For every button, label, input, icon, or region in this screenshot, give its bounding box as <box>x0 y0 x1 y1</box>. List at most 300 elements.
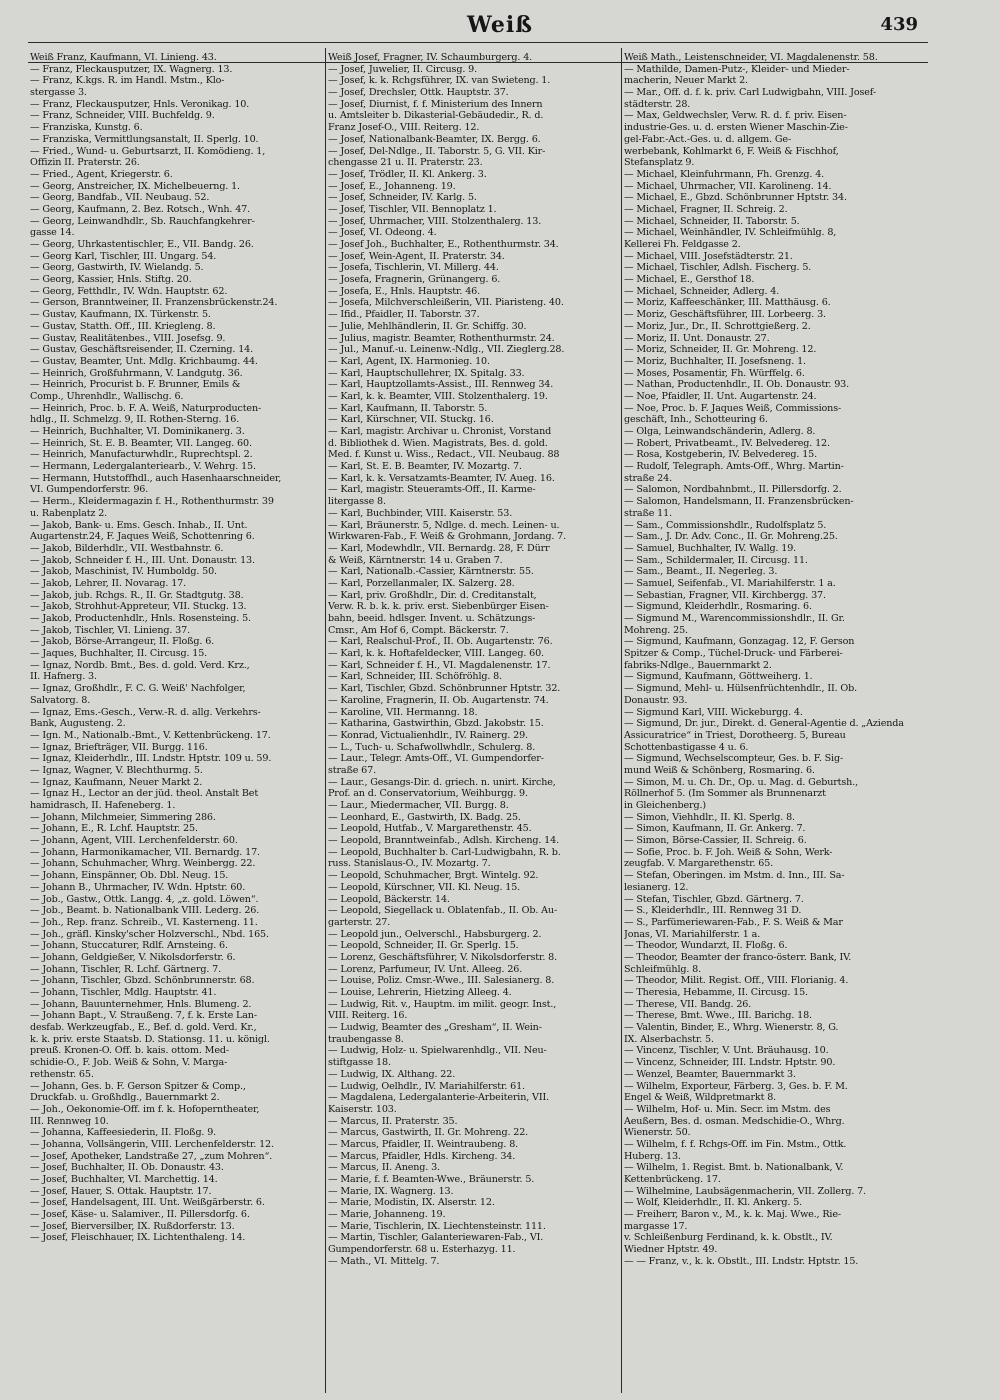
directory-entry-line: — Josef, Schneider, IV. Karlg. 5. <box>328 192 477 204</box>
directory-entry-line: — Josefa, E., Hnls. Hauptstr. 46. <box>328 285 481 297</box>
directory-entry-line: — Georg Karl, Tischler, III. Ungarg. 54. <box>30 250 217 262</box>
directory-entry-line: — Olga, Leinwandschänderin, Adlerg. 8. <box>624 426 816 437</box>
directory-entry-line: — Franz, Fleckausputzer, IX. Wagnerg. 13. <box>30 63 233 75</box>
directory-entry-line: — Ludwig, Beamter des „Gresham“, II. Wein- <box>328 1022 542 1034</box>
directory-entry-line: — Josef, Hauer, S. Ottak. Hauptstr. 17. <box>30 1185 212 1197</box>
directory-entry-line: — Josef, Drechsler, Ottk. Hauptstr. 37. <box>328 87 509 99</box>
directory-entry-line: Huberg. 13. <box>624 1150 681 1162</box>
directory-entry-line: — Sigmund Karl, VIII. Wickeburgg. 4. <box>624 706 803 718</box>
directory-entry-line: — Johanna, Kaffeesiederin, II. Floßg. 9. <box>30 1127 217 1139</box>
directory-entry-line: straße 11. <box>624 507 672 519</box>
directory-entry-line: — Josef, Käse- u. Salamiver., II. Pillersdorfg. 6. <box>30 1209 250 1221</box>
directory-entry-line: — Karl, Nationalb.-Cassier, Kärntnerstr. 55. <box>328 566 534 578</box>
directory-entry-line: — Josefa, Milchverschleißerin, VII. Piaristeng. 40. <box>328 297 564 309</box>
directory-entry-line: — Heinrich, Großfuhrmann, V. Landgutg. 36. <box>30 367 243 379</box>
directory-entry-line: — Michael, Schneider, II. Taborstr. 5. <box>624 215 800 227</box>
directory-entry-line: — Sigmund, Kaufmann, Gonzagag. 12, F. Gerson <box>624 636 855 648</box>
directory-entry-line: — Sigmund, Wechselscompteur, Ges. b. F. Sig- <box>624 753 844 765</box>
directory-entry-line: — Leopold, Schneider, II. Gr. Sperlg. 15. <box>328 940 519 952</box>
directory-entry-line: Donaustr. 93. <box>624 694 688 706</box>
directory-entry-line: — Johann, Milchmeier, Simmering 286. <box>30 811 216 823</box>
directory-entry-line: macherin, Neuer Markt 2. <box>624 75 748 87</box>
directory-entry-line: Salvatorg. 8. <box>30 694 91 706</box>
directory-entry-line: VI. Gumpendorferstr. 96. <box>30 484 149 496</box>
directory-entry-line: Prof. an d. Conservatorium, Weihburgg. 9. <box>328 788 528 800</box>
directory-entry-line: — Johann, Agent, VIII. Lerchenfelderstr. 60. <box>30 835 238 847</box>
directory-entry-line: — Joh., Oekonomie-Off. im f. k. Hofoperntheater, <box>30 1103 260 1115</box>
directory-entry-line: — Theodor, Milit. Regist. Off., VIII. Florianig. 4. <box>624 975 849 987</box>
directory-entry-line: — Sam., J. Dr. Adv. Conc., II. Gr. Mohreng.25. <box>624 531 838 543</box>
directory-entry-line: — Josef, VI. Odeong. 4. <box>328 227 437 239</box>
directory-entry-line: — Noe, Proc. b. F. Jaques Weiß, Commissions- <box>624 402 842 414</box>
directory-entry-line: — Josef, Trödler, II. Kl. Ankerg. 3. <box>328 168 487 180</box>
directory-entry-line: — Jakob, Bilderhdlr., VII. Westbahnstr. 6. <box>30 542 224 554</box>
directory-entry-line: II. Hafnerg. 3. <box>30 671 97 683</box>
directory-entry-line: — Marie, f. f. Beamten-Wwe., Bräunerstr. 5. <box>328 1174 535 1185</box>
directory-entry-line: Cmsr., Am Hof 6, Compt. Bäckerstr. 7. <box>328 624 509 636</box>
directory-entry-line: — Jakob, Tischler, VI. Linieng. 37. <box>30 624 190 636</box>
directory-entry-line: — Sam., Schildermaler, II. Circusg. 11. <box>624 554 808 566</box>
directory-entry-line: IX. Alserbachstr. 5. <box>624 1033 714 1045</box>
directory-entry-line: — Johann B., Uhrmacher, IV. Wdn. Hptstr. 60. <box>30 881 246 893</box>
directory-entry-line: — Julius, magistr. Beamter, Rothenthurmstr. 24. <box>328 332 555 344</box>
directory-entry-line: — Moriz, Kaffeeschänker, III. Matthäusg. 6. <box>624 297 831 309</box>
directory-entry-line: — Julie, Mehlhändlerin, II. Gr. Schiffg. 30. <box>328 320 527 332</box>
directory-entry-line: — Math., VI. Mittelg. 7. <box>328 1255 440 1267</box>
directory-entry-line: — Johanna, Vollsängerin, VIII. Lerchenfelderstr. 12. <box>30 1138 274 1150</box>
directory-entry-line: — Karl, Hauptzollamts-Assist., III. Rennweg 34. <box>328 379 554 391</box>
directory-entry-line: — Moriz, Geschäftsführer, III. Lorbeerg. 3. <box>624 309 826 321</box>
directory-entry-line: — Gustav, Realitätenbes., VIII. Josefsg. 9. <box>30 332 226 344</box>
directory-entry-line: — Franziska, Vermittlungsanstalt, II. Sperlg. 10. <box>30 133 259 145</box>
directory-entry-line: — Heinrich, Buchhalter, VI. Dominikanerg. 3. <box>30 426 245 437</box>
directory-entry-line: — Job., Gastw., Ottk. Langg. 4, „z. gold. Löwen“. <box>30 893 259 905</box>
directory-entry-line: — Georg, Bandfab., VII. Neubaug. 52. <box>30 192 210 204</box>
directory-entry-line: — Josef Joh., Buchhalter, E., Rothenthurmstr. 34. <box>328 239 559 250</box>
directory-entry-line: — Job., Beamt. b. Nationalbank VIII. Lederg. 26. <box>30 905 260 917</box>
directory-entry-line: Wiedner Hptstr. 49. <box>624 1244 718 1256</box>
directory-entry-line: — Leopold, Bäckerstr. 14. <box>328 893 450 905</box>
directory-entry-line: — L., Tuch- u. Schafwollwhdlr., Schulerg. 8. <box>328 741 536 753</box>
directory-entry-line: Jonas, VI. Mariahilferstr. 1 a. <box>624 928 761 940</box>
directory-entry-line: — Samuel, Seifenfab., VI. Mariahilferstr. 1 a. <box>624 577 836 589</box>
directory-entry-line: — Hermann, Ledergalanteriearb., V. Wehrg. 15. <box>30 461 256 473</box>
directory-entry-line: — Karl, magistr. Archivar u. Chronist, Vorstand <box>328 426 552 437</box>
directory-entry-line: — Leopold, Kürschner, VII. Kl. Neug. 15. <box>328 881 521 893</box>
directory-entry-line: städterstr. 28. <box>624 98 691 110</box>
directory-entry-line: Wirkwaren-Fab., F. Weiß & Grohmann, Jordang. 7. <box>328 531 566 543</box>
directory-entry-line: — Karl, Kaufmann, II. Taborstr. 5. <box>328 402 488 414</box>
directory-entry-line: Schleifmühlg. 8. <box>624 963 702 975</box>
directory-entry-line: — Lorenz, Geschäftsführer, V. Nikolsdorferstr. 8. <box>328 951 557 963</box>
directory-entry-line: — Theresia, Hebamme, II. Circusg. 15. <box>624 987 808 998</box>
directory-entry-line: — — Franz, v., k. k. Obstlt., III. Lndstr. Hptstr. 15. <box>624 1255 859 1267</box>
directory-entry-line: — Josef, Fleischhauer, IX. Lichtenthaleng. 14. <box>30 1232 246 1244</box>
directory-entry-line: — Marie, Modistin, IX. Alserstr. 12. <box>328 1197 495 1209</box>
directory-entry-line: — Georg, Uhrkastentischler, E., VII. Bandg. 26. <box>30 239 254 250</box>
column-divider <box>325 48 326 1393</box>
directory-entry-line: — Karl, magistr. Steueramts-Off., II. Karme- <box>328 484 536 496</box>
directory-entry-line: — Johann Bapt., V. Straußeng. 7, f. k. Erste Lan- <box>30 1010 257 1022</box>
directory-entry-line: — Karl, Kürschner, VII. Stuckg. 16. <box>328 414 494 426</box>
directory-entry-line: — Joh., Rep. franz. Schreib., VI. Kasterneng. 11. <box>30 916 258 928</box>
directory-entry-line: — Simon, Viehhdlr., II. Kl. Sperlg. 8. <box>624 811 795 823</box>
directory-entry-line: — Sigmund M., Warencommissionshdlr., II. Gr. <box>624 613 845 624</box>
directory-entry-line: — Simon, Kaufmann, II. Gr. Ankerg. 7. <box>624 823 806 835</box>
directory-entry-line: Franz Josef-O., VIII. Reiterg. 12. <box>328 122 480 134</box>
directory-entry-line: — Josef, Apotheker, Landstraße 27, „zum Mohren“. <box>30 1150 273 1162</box>
directory-entry-line: — Freiherr, Baron v., M., k. k. Maj. Wwe., Rie- <box>624 1209 841 1221</box>
directory-entry-line: Schottenbastigasse 4 u. 6. <box>624 741 749 753</box>
directory-entry-line: — Rudolf, Telegraph. Amts-Off., Whrg. Martin- <box>624 461 844 473</box>
directory-entry-line: — Robert, Privatbeamt., IV. Belvedereg. 12. <box>624 437 830 449</box>
directory-entry-line: — Jakob, Börse-Arrangeur, II. Floßg. 6. <box>30 636 215 648</box>
directory-entry-line: Med. f. Kunst u. Wiss., Redact., VII. Neubaug. 88 <box>328 449 560 461</box>
directory-entry-line: — Karoline, VII. Hermanng. 18. <box>328 706 478 718</box>
directory-entry-line: — Sigmund, Dr. jur., Direkt. d. General-Agentie d. „Azienda <box>624 718 904 730</box>
directory-entry-line: Gumpendorferstr. 68 u. Esterhazyg. 11. <box>328 1244 516 1256</box>
directory-entry-line: — Konrad, Victualienhdlr., IV. Rainerg. 29. <box>328 729 528 741</box>
directory-entry-line: u. Amtsleiter b. Dikasterial-Gebäudedir., R. d. <box>328 110 544 122</box>
directory-entry-line: v. Schleißenburg Ferdinand, k. k. Obstlt., IV. <box>624 1232 833 1244</box>
directory-entry-line: straße 24. <box>624 472 672 484</box>
directory-entry-line: — Leopold, Branntweinfab., Adlsh. Kircheng. 14. <box>328 835 559 847</box>
directory-entry-line: — Vincenz, Schneider, III. Lndstr. Hptstr. 90. <box>624 1057 836 1069</box>
directory-entry-line: — Valentin, Binder, E., Whrg. Wienerstr. 8, G. <box>624 1022 839 1034</box>
directory-entry-line: — Ludwig, IX. Althang. 22. <box>328 1068 456 1080</box>
directory-entry-line: — Josef, Uhrmacher, VIII. Stolzenthalerg. 13. <box>328 215 542 227</box>
directory-entry-line: gel-Fabr.-Act.-Ges. u. d. allgem. Ge- <box>624 133 792 145</box>
directory-entry-line: — Michael, E., Gbzd. Schönbrunner Hptstr. 34. <box>624 192 847 204</box>
directory-entry-line: — Marcus, Pfaidler, II. Weintraubeng. 8. <box>328 1138 519 1150</box>
directory-entry-line: — Michael, Weinhändler, IV. Schleifmühlg. 8, <box>624 227 837 239</box>
directory-entry-line: Stefansplatz 9. <box>624 157 695 169</box>
directory-entry-line: gasse 14. <box>30 227 75 239</box>
directory-entry-line: Weiß Franz, Kaufmann, VI. Linieng. 43. <box>30 52 217 63</box>
directory-entry-line: u. Rabenplatz 2. <box>30 507 108 519</box>
directory-entry-line: rethenstr. 65. <box>30 1068 94 1080</box>
directory-entry-line: litergasse 8. <box>328 496 386 508</box>
directory-entry-line: preuß. Kronen-O. Off. b. kais. ottom. Med- <box>30 1045 229 1057</box>
directory-entry-line: Wienerstr. 50. <box>624 1127 691 1139</box>
directory-entry-line: Druckfab. u. Großhdlg., Bauernmarkt 2. <box>30 1092 220 1104</box>
directory-entry-line: — Karl, Bräunerstr. 5, Ndlge. d. mech. Leinen- u. <box>328 519 560 531</box>
directory-entry-line: — Gustav, Beamter, Unt. Mdlg. Krichbaumg. 44. <box>30 355 258 367</box>
directory-entry-line: — Georg, Gastwirth, IV. Wielandg. 5. <box>30 262 204 274</box>
directory-entry-line: — Josef, Buchhalter, II. Ob. Donaustr. 43. <box>30 1162 224 1174</box>
directory-entry-line: — Karl, Agent, IX. Harmonieg. 10. <box>328 355 490 367</box>
directory-entry-line: — Simon, Börse-Cassier, II. Schreig. 6. <box>624 835 807 847</box>
directory-entry-line: — Ignaz, Nordb. Bmt., Bes. d. gold. Verd. Krz., <box>30 659 250 671</box>
directory-entry-line: — Josef, Buchhalter, VI. Marchettig. 14. <box>30 1174 218 1185</box>
directory-entry-line: in Gleichenberg.) <box>624 800 706 811</box>
directory-entry-line: k. k. priv. erste Staatsb. D. Stationsg. 11. u. königl. <box>30 1033 270 1045</box>
directory-entry-line: — Therese, Bmt. Wwe., III. Barichg. 18. <box>624 1010 812 1022</box>
directory-entry-line: — Moriz, Jur., Dr., II. Schrottgießerg. 2. <box>624 320 811 332</box>
directory-entry-line: — Michael, Schneider, Adlerg. 4. <box>624 285 780 297</box>
directory-entry-line: — Josefa, Fragnerin, Grünangerg. 6. <box>328 274 501 286</box>
directory-entry-line: — Ignaz, Wagner, V. Blechthurmg. 5. <box>30 764 203 776</box>
directory-entry-line: — Georg, Anstreicher, IX. Michelbeuerng. 1. <box>30 180 240 192</box>
directory-entry-line: — Michael, VIII. Josefstädterstr. 21. <box>624 250 793 262</box>
directory-entry-line: — Max, Geldwechsler, Verw. R. d. f. priv. Eisen- <box>624 110 847 122</box>
directory-entry-line: — Marie, IX. Wagnerg. 13. <box>328 1185 454 1197</box>
column-1 <box>30 52 322 1392</box>
directory-entry-line: Kaiserstr. 103. <box>328 1103 397 1115</box>
directory-entry-line: — Franz, K.kgs. R. im Handl. Mstm., Klo- <box>30 75 225 87</box>
directory-entry-line: Augartenstr.24, F. Jaques Weiß, Schottenring 6. <box>30 531 255 543</box>
directory-entry-line: VIII. Reiterg. 16. <box>328 1010 408 1022</box>
directory-entry-line: margasse 17. <box>624 1220 688 1232</box>
directory-entry-line: Assicuratrice“ in Triest, Dorotheerg. 5, Bureau <box>624 729 846 741</box>
directory-entry-line: — Josef, Wein-Agent, II. Praterstr. 34. <box>328 250 505 262</box>
directory-entry-line: — Karl, Schneider f. H., VI. Magdalenenstr. 17. <box>328 659 551 671</box>
directory-entry-line: — Gustav, Geschäftsreisender, II. Czerning. 14. <box>30 344 254 356</box>
directory-entry-line: — Wilhelm, 1. Regist. Bmt. b. Nationalbank, V. <box>624 1162 844 1174</box>
directory-entry-line: — Johann, E., R. Lchf. Hauptstr. 25. <box>30 823 198 835</box>
directory-entry-line: — Johann, Einspänner, Ob. Dbl. Neug. 15. <box>30 870 229 882</box>
directory-entry-line: — Jakob, Lehrer, II. Novarag. 17. <box>30 577 187 589</box>
directory-entry-line: — Georg, Leinwandhdlr., Sb. Rauchfangkehrer- <box>30 215 255 227</box>
directory-entry-line: — Karl, Schneider, III. Schöfröhlg. 8. <box>328 671 503 683</box>
directory-entry-line: — Karl, Porzellanmaler, IX. Salzerg. 28. <box>328 577 515 589</box>
directory-entry-line: — Georg, Kassier, Hnls. Stiftg. 20. <box>30 274 192 286</box>
directory-entry-line: — Leopold, Hutfab., V. Margarethenstr. 45. <box>328 823 532 835</box>
directory-entry-line: — Johann, Stuccaturer, Rdlf. Arnsteing. 6. <box>30 940 228 952</box>
directory-entry-line: — Karl, k. k. Versatzamts-Beamter, IV. Aueg. 16. <box>328 472 555 484</box>
directory-entry-line: — Jakob, Bank- u. Ems. Gesch. Inhab., II. Unt. <box>30 519 248 531</box>
directory-entry-line: bahn, beeid. hdlsger. Invent. u. Schätzungs- <box>328 613 536 624</box>
directory-entry-line: — Salomon, Nordbahnbmt., II. Pillersdorfg. 2. <box>624 484 842 496</box>
directory-entry-line: geschäft, Inh., Schotteuring 6. <box>624 414 768 426</box>
page-header-title: Weiß <box>467 12 533 38</box>
directory-entry-line: — Georg, Kaufmann, 2. Bez. Rotsch., Wnh. 47. <box>30 203 251 215</box>
directory-entry-line: — Louise, Poliz. Cmsr.-Wwe., III. Salesianerg. 8. <box>328 975 555 987</box>
directory-entry-line: — Heinrich, Proc. b. F. A. Weiß, Naturproducten- <box>30 402 262 414</box>
directory-entry-line: industrie-Ges. u. d. ersten Wiener Maschin-Zie- <box>624 122 848 134</box>
directory-entry-line: — Leopold, Siegellack u. Oblatenfab., II. Ob. Au- <box>328 905 558 917</box>
directory-entry-line: straße 67. <box>328 764 376 776</box>
directory-entry-line: — Leopold jun., Oelverschl., Habsburgerg. 2. <box>328 928 542 940</box>
directory-entry-line: hdlg., II. Schmelzg. 9, II. Rothen-Sterng. 16. <box>30 414 240 426</box>
directory-entry-line: — Franz, Fleckausputzer, Hnls. Veronikag. 10. <box>30 98 250 110</box>
directory-entry-line: — Fried., Agent, Kriegerstr. 6. <box>30 168 173 180</box>
directory-entry-line: — Laur., Miedermacher, VII. Burgg. 8. <box>328 800 509 811</box>
directory-entry-line: — Josef, k. k. Rchgsführer, IX. van Swieteng. 1. <box>328 75 551 87</box>
directory-entry-line: III. Rennweg 10. <box>30 1115 109 1127</box>
directory-entry-line: — Johann, Tischler, Gbzd. Schönbrunnerstr. 68. <box>30 975 255 987</box>
directory-entry-line: — Josef, Handelsagent, III. Unt. Weißgärberstr. 6. <box>30 1197 265 1209</box>
directory-entry-line: — Wilhelm, f. f. Rchgs-Off. im Fin. Mstm., Ottk. <box>624 1138 847 1150</box>
directory-entry-line: Weiß Josef, Fragner, IV. Schaumburgerg. 4. <box>328 52 533 63</box>
directory-entry-line: — Johann, Bauunternehmer, Hnls. Blumeng. 2. <box>30 998 252 1010</box>
directory-entry-line: — Johann, Tischler, R. Lchf. Gärtnerg. 7. <box>30 963 222 975</box>
directory-entry-line: — Marcus, II. Aneng. 3. <box>328 1162 440 1174</box>
directory-entry-line: — Michael, Kleinfuhrmann, Fh. Grenzg. 4. <box>624 168 825 180</box>
directory-entry-line: — Johann, Tischler, Mdlg. Hauptstr. 41. <box>30 987 217 998</box>
directory-entry-line: — Karoline, Fragnerin, II. Ob. Augartenstr. 74. <box>328 694 549 706</box>
directory-entry-line: — Lorenz, Parfumeur, IV. Unt. Alleeg. 26. <box>328 963 523 975</box>
directory-entry-line: — Jaques, Buchhalter, II. Circusg. 15. <box>30 648 208 660</box>
directory-entry-line: schidie-O., F. Job. Weiß & Sohn, V. Marga- <box>30 1057 228 1069</box>
directory-entry-line: — Franziska, Kunstg. 6. <box>30 122 143 134</box>
directory-entry-line: — Theodor, Wundarzt, II. Floßg. 6. <box>624 940 788 952</box>
directory-entry-line: lesianerg. 12. <box>624 881 689 893</box>
directory-entry-line: — Josef, Del-Ndlge., II. Taborstr. 5, G. VII. Kir- <box>328 145 546 157</box>
directory-entry-line: — Wenzel, Beamter, Bauernmarkt 3. <box>624 1068 796 1080</box>
directory-entry-line: — Sigmund, Mehl- u. Hülsenfrüchtenhdlr., II. Ob. <box>624 683 858 695</box>
directory-entry-line: — Karl, Hauptschullehrer, IX. Spitalg. 33. <box>328 367 525 379</box>
directory-entry-line: — Louise, Lehrerin, Hietzing Alleeg. 4. <box>328 987 512 998</box>
directory-entry-line: — Jakob, Productenhdlr., Hnls. Rosensteing. 5. <box>30 613 251 624</box>
directory-entry-line: garterstr. 27. <box>328 916 391 928</box>
directory-entry-line: — Therese, VII. Bandg. 26. <box>624 998 752 1010</box>
directory-entry-line: — Jakob, Strohhut-Appreteur, VII. Stuckg. 13. <box>30 601 247 613</box>
directory-entry-line: — Ignaz, Kaufmann, Neuer Markt 2. <box>30 776 203 788</box>
directory-entry-line: — Karl, Modewhdlr., VII. Bernardg. 28, F. Dürr <box>328 542 550 554</box>
directory-entry-line: — Marcus, Gastwirth, II. Gr. Mohreng. 22. <box>328 1127 529 1139</box>
directory-entry-line: — Karl, priv. Großhdlr., Dir. d. Creditanstalt, <box>328 589 537 601</box>
directory-entry-line: — Sam., Commissionshdlr., Rudolfsplatz 5. <box>624 519 827 531</box>
directory-entry-line: desfab. Werkzeugfab., E., Bef. d. gold. Verd. Kr., <box>30 1022 257 1034</box>
directory-entry-line: — Wilhelm, Exporteur, Färberg. 3, Ges. b. F. M. <box>624 1080 848 1092</box>
directory-entry-line: — Michael, Tischler, Adlsh. Fischerg. 5. <box>624 262 812 274</box>
directory-entry-line: — Fried., Wund- u. Geburtsarzt, II. Komödieng. 1, <box>30 145 266 157</box>
directory-entry-line: — Magdalena, Ledergalanterie-Arbeiterin, VII. <box>328 1092 549 1104</box>
directory-entry-line: Kellerei Fh. Feldgasse 2. <box>624 239 741 250</box>
directory-entry-line: — Georg, Fetthdlr., IV. Wdn. Hauptstr. 62. <box>30 285 228 297</box>
column-divider <box>621 48 622 1393</box>
directory-entry-line: — Sebastian, Fragner, VII. Kirchbergg. 37. <box>624 589 826 601</box>
directory-entry-line: russ. Stanislaus-O., IV. Mozartg. 7. <box>328 858 491 870</box>
directory-entry-line: — Heinrich, St. E. B. Beamter, VII. Langeg. 60. <box>30 437 252 449</box>
directory-entry-line: — Salomon, Handelsmann, II. Franzensbrücken- <box>624 496 854 508</box>
directory-entry-line: — Josef, Bierversilber, IX. Rußdorferstr. 13. <box>30 1220 235 1232</box>
directory-entry-line: — Martin, Tischler, Galanteriewaren-Fab., VI. <box>328 1232 544 1244</box>
column-3 <box>624 52 930 1392</box>
directory-entry-line: — Jakob, Schneider f. H., III. Unt. Donaustr. 13. <box>30 554 255 566</box>
directory-entry-line: — Ignaz H., Lector an der jüd. theol. Anstalt Bet <box>30 788 259 800</box>
directory-entry-line: — Nathan, Productenhdlr., II. Ob. Donaustr. 93. <box>624 379 850 391</box>
directory-entry-line: — Moses, Posamentir, Fh. Würffelg. 6. <box>624 367 805 379</box>
directory-entry-line: — Stefan, Oberingen. im Mstm. d. Inn., III. Sa- <box>624 870 845 882</box>
directory-entry-line: Comp., Uhrenhdlr., Wallischg. 6. <box>30 390 184 402</box>
directory-entry-line: — S., Parfümeriewaren-Fab., F. S. Weiß & Mar <box>624 916 843 928</box>
directory-entry-line: — Marie, Johanneng. 19. <box>328 1209 446 1221</box>
directory-entry-line: — Moriz, Schneider, II. Gr. Mohreng. 12. <box>624 344 817 356</box>
directory-entry-line: — Sigmund, Kleiderhdlr., Rosmaring. 6. <box>624 601 812 613</box>
page-number: 439 <box>880 14 918 35</box>
directory-entry-line: — Michael, Uhrmacher, VII. Karolineng. 14. <box>624 180 832 192</box>
directory-entry-line: Verw. R. b. k. k. priv. erst. Siebenbürger Eisen- <box>328 601 549 613</box>
directory-entry-line: stiftgasse 18. <box>328 1057 391 1069</box>
directory-entry-line: — Heinrich, Manufacturwhdlr., Ruprechtspl. 2. <box>30 449 253 461</box>
directory-entry-line: — Theodor, Beamter der franco-österr. Bank, IV. <box>624 951 852 963</box>
directory-entry-line: — Josef, Nationalbank-Beamter, IX. Bergg. 6. <box>328 133 541 145</box>
directory-entry-line: Röllnerhof 5. (Im Sommer als Brunnenarzt <box>624 788 826 800</box>
directory-entry-line: d. Bibliothek d. Wien. Magistrats, Bes. d. gold. <box>328 437 548 449</box>
directory-entry-line: Aeußern, Bes. d. osman. Medschidie-O., Whrg. <box>624 1115 845 1127</box>
directory-entry-line: Mohreng. 25. <box>624 624 688 636</box>
directory-entry-line: — Ludwig, Oelhdlr., IV. Mariahilferstr. 61. <box>328 1080 525 1092</box>
directory-entry-line: — Wolf, Kleiderhdlr., II. Kl. Ankerg. 5. <box>624 1197 803 1209</box>
directory-entry-line: — Samuel, Buchhalter, IV. Wallg. 19. <box>624 542 797 554</box>
directory-entry-line: — Gustav, Kaufmann, IX. Türkenstr. 5. <box>30 309 211 321</box>
directory-entry-line: — Josefa, Tischlerin, VI. Millerg. 44. <box>328 262 499 274</box>
directory-entry-line: — Gustav, Statth. Off., III. Kriegleng. 8. <box>30 320 216 332</box>
directory-entry-line: — Ludwig, Holz- u. Spielwarenhdlg., VII. Neu- <box>328 1045 547 1057</box>
directory-entry-line: — Ign. M., Nationalb.-Bmt., V. Kettenbrückeng. 17. <box>30 729 271 741</box>
directory-entry-line: — Johann, Harmonikamacher, VII. Bernardg. 17. <box>30 846 260 858</box>
directory-entry-line: — Herm., Kleidermagazin f. H., Rothenthurmstr. 39 <box>30 496 274 508</box>
directory-entry-line: — Rosa, Kostgeberin, IV. Belvedereg. 15. <box>624 449 818 461</box>
directory-entry-line: — S., Kleiderhdlr., III. Rennweg 31 D. <box>624 905 802 917</box>
directory-entry-line: — Johann, Geldgießer, V. Nikolsdorferstr. 6. <box>30 951 236 963</box>
directory-entry-line: — Wilhelmine, Laubsägenmacherin, VII. Zollerg. 7. <box>624 1185 867 1197</box>
column-2 <box>328 52 618 1392</box>
directory-entry-line: Spitzer & Comp., Tüchel-Druck- und Färberei- <box>624 648 843 660</box>
directory-entry-line: — Stefan, Tischler, Gbzd. Gärtnerg. 7. <box>624 893 804 905</box>
directory-entry-line: — Michael, E., Gersthof 18. <box>624 274 755 286</box>
directory-entry-line: — Moriz, Buchhalter, II. Josefsneng. 1. <box>624 355 806 367</box>
directory-entry-line: — Sam., Beamt., II. Negerleg. 3. <box>624 566 778 578</box>
directory-entry-line: — Mar., Off. d. f. k. priv. Carl Ludwigbahn, VIII. Josef- <box>624 87 876 99</box>
directory-entry-line: — Wilhelm, Hof- u. Min. Secr. im Mstm. des <box>624 1103 831 1115</box>
directory-entry-line: — Marcus, Pfaidler, Hdls. Kircheng. 34. <box>328 1150 516 1162</box>
directory-entry-line: — Gerson, Branntweiner, II. Franzensbrückenstr.24. <box>30 297 278 309</box>
directory-entry-line: — Laur., Gesangs-Dir. d. griech. n. unirt. Kirche, <box>328 776 556 788</box>
header-rule <box>28 42 928 43</box>
directory-entry-line: Kettenbrückeng. 17. <box>624 1174 721 1185</box>
directory-entry-line: — Josef, Tischler, VII. Bennoplatz 1. <box>328 203 497 215</box>
directory-entry-line: — Marcus, II. Praterstr. 35. <box>328 1115 458 1127</box>
directory-entry-line: — Johann, Schuhmacher, Whrg. Weinbergg. 22. <box>30 858 256 870</box>
directory-entry-line: — Vincenz, Tischler, V. Unt. Bräuhausg. 10. <box>624 1045 829 1057</box>
directory-entry-line: — Heinrich, Procurist b. F. Brunner, Emils & <box>30 379 241 391</box>
directory-entry-line: Offizin II. Praterstr. 26. <box>30 157 140 169</box>
directory-entry-line: — Michael, Fragner, II. Schreig. 2. <box>624 203 788 215</box>
directory-entry-line: — Joh., gräfl. Kinsky'scher Holzverschl., Nbd. 165. <box>30 928 269 940</box>
directory-entry-line: — Karl, k. k. Hoftafeldecker, VIII. Langeg. 60. <box>328 648 544 660</box>
directory-entry-line: — Karl, St. E. B. Beamter, IV. Mozartg. 7. <box>328 461 522 473</box>
directory-entry-line: Bank, Augusteng. 2. <box>30 718 126 730</box>
directory-entry-line: — Leonhard, E., Gastwirth, IX. Badg. 25. <box>328 811 521 823</box>
directory-entry-line: — Sofie, Proc. b. F. Joh. Weiß & Sohn, Werk- <box>624 846 833 858</box>
directory-entry-line: — Jakob, jub. Rchgs. R., II. Gr. Stadtgutg. 38. <box>30 589 244 601</box>
directory-entry-line: — Johann, Ges. b. F. Gerson Spitzer & Comp., <box>30 1080 246 1092</box>
directory-entry-line: fabriks-Ndlge., Bauernmarkt 2. <box>624 659 772 671</box>
directory-entry-line: Weiß Math., Leistenschneider, VI. Magdalenenstr. 58. <box>624 52 878 63</box>
directory-entry-line: Engel & Weiß, Wildpretmarkt 8. <box>624 1092 777 1104</box>
directory-entry-line: — Ifid., Pfaidler, II. Taborstr. 37. <box>328 309 480 321</box>
directory-entry-line: — Jul., Manuf.-u. Leinenw.-Ndlg., VII. Zieglerg.28. <box>328 344 565 356</box>
directory-entry-line: & Weiß, Kärntnerstr. 14 u. Graben 7. <box>328 554 503 566</box>
directory-entry-line: — Marie, Tischlerin, IX. Liechtensteinstr. 111. <box>328 1220 546 1232</box>
directory-entry-line: — Josef, Diurnist, f. f. Ministerium des Innern <box>328 98 543 110</box>
directory-entry-line: chengasse 21 u. II. Praterstr. 23. <box>328 157 483 169</box>
directory-entry-line: — Ignaz, Kleiderhdlr., III. Lndstr. Hptstr. 109 u. 59. <box>30 753 272 765</box>
directory-entry-line: — Leopold, Buchhalter b. Carl-Ludwigbahn, R. b. <box>328 846 561 858</box>
directory-entry-line: — Leopold, Schuhmacher, Brgt. Wintelg. 92. <box>328 870 539 882</box>
directory-entry-line: werbebank, Kohlmarkt 6, F. Weiß & Fischhof, <box>624 145 839 157</box>
directory-entry-line: — Josef, E., Johanneng. 19. <box>328 180 456 192</box>
directory-entry-line: — Laur., Telegr. Amts-Off., VI. Gumpendorfer- <box>328 753 544 765</box>
directory-entry-line: — Moriz, II. Unt. Donaustr. 27. <box>624 332 770 344</box>
directory-entry-line: — Mathilde, Damen-Putz-, Kleider- und Mieder- <box>624 63 850 75</box>
directory-entry-line: — Ignaz, Ems.-Gesch., Verw.-R. d. allg. Verkehrs- <box>30 706 261 718</box>
directory-entry-line: — Ignaz, Großhdlr., F. C. G. Weiß' Nachfolger, <box>30 683 246 695</box>
directory-entry-line: traubengasse 8. <box>328 1033 404 1045</box>
